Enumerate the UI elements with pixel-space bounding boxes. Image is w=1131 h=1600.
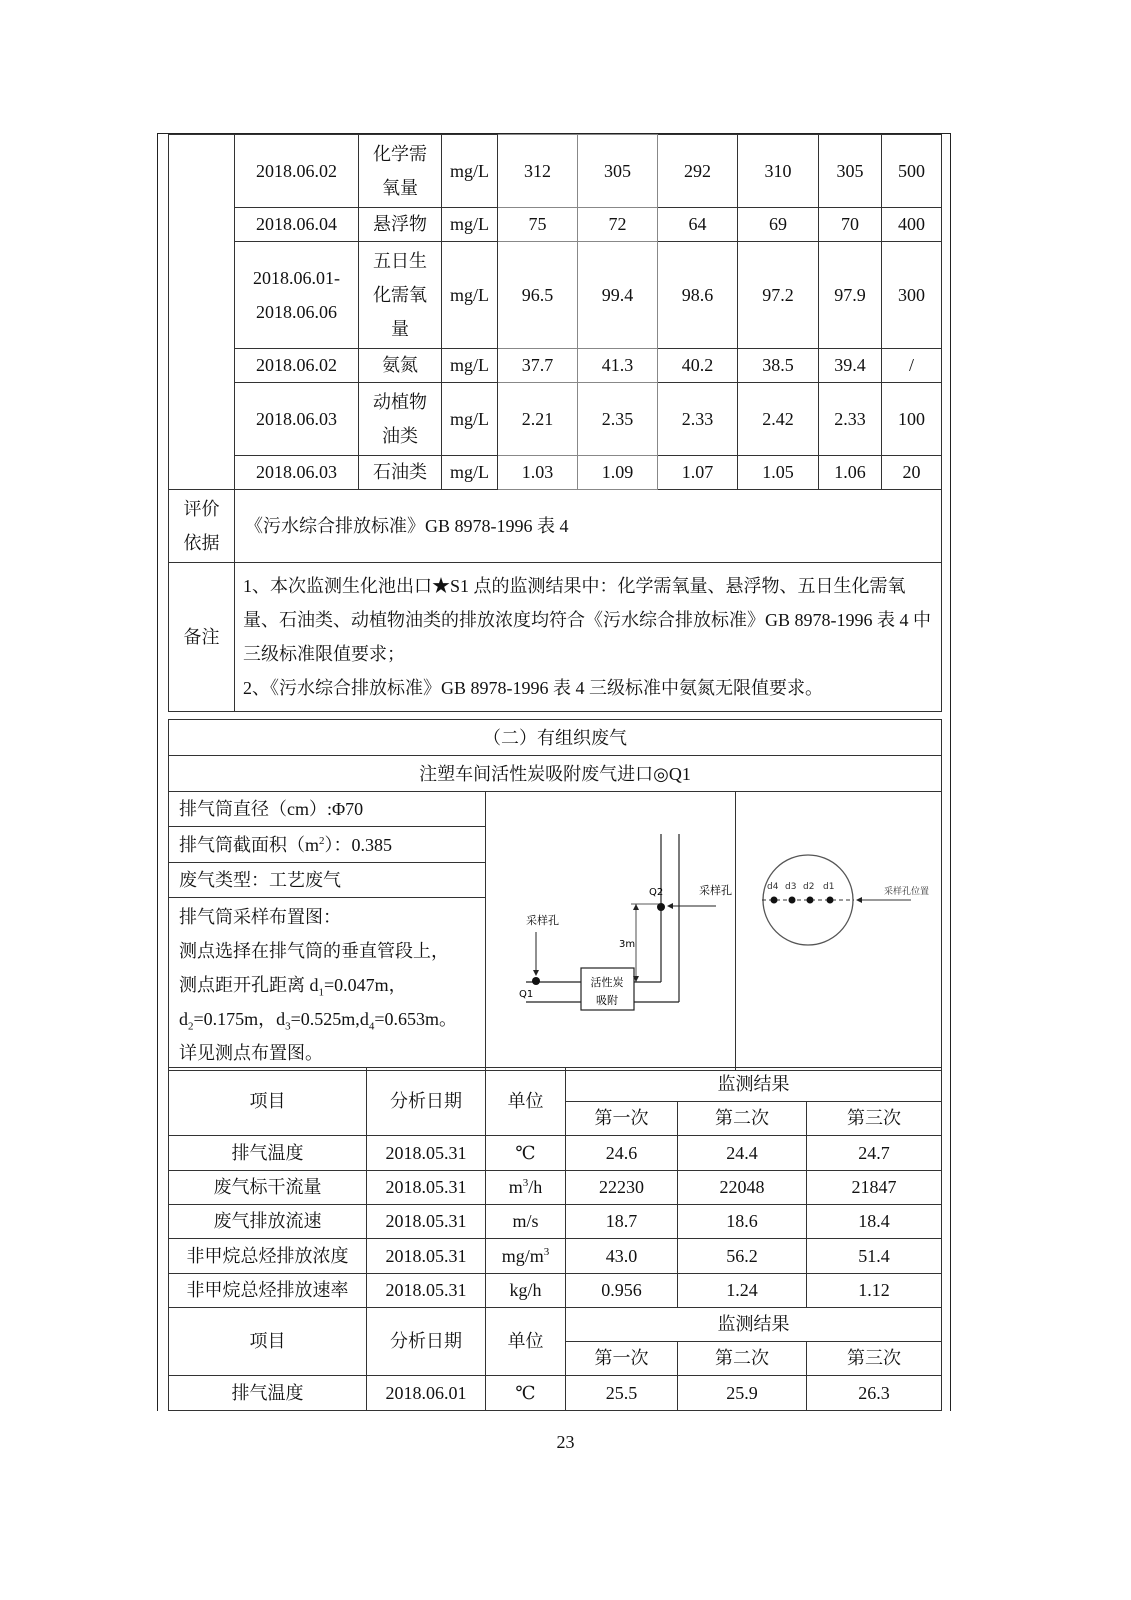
value-cell: 305	[578, 135, 658, 208]
point-d1	[827, 897, 834, 904]
unit-cell: mg/L	[442, 135, 498, 208]
value-cell: 1.03	[498, 456, 578, 490]
value-cell: 1.24	[678, 1274, 807, 1308]
value-cell: 38.5	[738, 349, 819, 383]
point-d2	[807, 897, 814, 904]
sampling-hole-label: 采样孔	[699, 884, 732, 897]
table-row	[169, 208, 942, 242]
item-cell: 氨氮	[359, 349, 442, 383]
box-label: 活性炭	[590, 976, 624, 989]
value-cell: 312	[498, 135, 578, 208]
section-subtitle: 注塑车间活性炭吸附废气进口◎Q1	[169, 756, 942, 792]
header-results: 监测结果	[566, 1308, 942, 1342]
gas-type: 废气类型：工艺废气	[169, 863, 486, 898]
limit-cell: 300	[882, 242, 942, 349]
value-cell: 98.6	[658, 242, 738, 349]
table-row	[169, 1205, 942, 1239]
waste-gas-results-table	[168, 1067, 942, 1411]
date-cell: 2018.06.02	[235, 135, 359, 208]
table-row	[169, 1239, 942, 1274]
arrow-up-icon	[633, 904, 639, 910]
date-cell: 2018.05.31	[367, 1205, 486, 1239]
wastewater-results-table	[168, 134, 942, 712]
section-title: （二）有组织废气	[169, 720, 942, 756]
q1-label: Q1	[519, 989, 534, 1000]
box-label: 吸附	[596, 994, 618, 1007]
value-cell: 18.6	[678, 1205, 807, 1239]
date-cell: 2018.06.02	[235, 349, 359, 383]
unit-cell: mg/L	[442, 383, 498, 456]
table-row	[169, 242, 942, 349]
limit-cell: 500	[882, 135, 942, 208]
value-cell: 24.4	[678, 1136, 807, 1171]
stack-diagram-svg	[486, 792, 736, 1062]
height-label: 3m	[619, 939, 636, 950]
value-cell: 96.5	[498, 242, 578, 349]
header-row	[169, 1308, 942, 1342]
value-cell: 97.9	[819, 242, 882, 349]
value-cell: 2.33	[658, 383, 738, 456]
value-cell: 22230	[566, 1171, 678, 1205]
table-row	[169, 1376, 942, 1411]
basis-text: 《污水综合排放标准》GB 8978-1996 表 4	[235, 490, 942, 563]
limit-cell: 20	[882, 456, 942, 490]
unit-cell: $mg/m^3$	[486, 1239, 566, 1274]
remark-item-2: 2、《污水综合排放标准》GB 8978-1996 表 4 三级标准中氨氮无限值要求。	[243, 678, 823, 698]
table-row	[169, 1274, 942, 1308]
value-cell: 69	[738, 208, 819, 242]
header-results: 监测结果	[566, 1068, 942, 1102]
unit-cell: $m^3/h$	[486, 1171, 566, 1205]
value-cell: 292	[658, 135, 738, 208]
stack-layout-diagram	[486, 792, 736, 1071]
header-unit: 单位	[486, 1308, 566, 1376]
d2-label: d2	[803, 882, 815, 892]
date-cell: 2018.06.03	[235, 456, 359, 490]
table-row	[169, 349, 942, 383]
unit-cell: mg/L	[442, 242, 498, 349]
value-cell: 18.7	[566, 1205, 678, 1239]
hole-position-label: 采样孔位置	[884, 887, 930, 897]
value-cell: 26.3	[807, 1376, 942, 1411]
value-cell: 25.5	[566, 1376, 678, 1411]
waste-gas-info-table	[168, 719, 942, 1071]
value-cell: 51.4	[807, 1239, 942, 1274]
value-cell: 1.06	[819, 456, 882, 490]
value-cell: 1.12	[807, 1274, 942, 1308]
stack-area: 排气筒截面积$(m^2)$：0.385	[169, 827, 486, 863]
remark-item-1: 1、本次监测生化池出口★S1 点的监测结果中：化学需氧量、悬浮物、五日生化需氧量、石油类、动植物油类的排放浓度均符合《污水综合排放标准》GB 8978-1996 表 4 中三级标准限值要求；	[243, 576, 931, 664]
circle-diagram-svg	[736, 792, 942, 1062]
stack-diameter: 排气筒直径（cm）:Φ70	[169, 792, 486, 827]
item-cell: 悬浮物	[359, 208, 442, 242]
d3-label: d3	[785, 882, 797, 892]
value-cell: 41.3	[578, 349, 658, 383]
header-item: 项目	[169, 1068, 367, 1136]
arrow-left-icon	[856, 897, 862, 903]
value-cell: 72	[578, 208, 658, 242]
date-cell: 2018.05.31	[367, 1136, 486, 1171]
header-first: 第一次	[566, 1342, 678, 1376]
value-cell: 1.05	[738, 456, 819, 490]
item-cell: 动植物 油类	[359, 383, 442, 456]
value-cell: 43.0	[566, 1239, 678, 1274]
value-cell: 18.4	[807, 1205, 942, 1239]
unit-cell: mg/L	[442, 456, 498, 490]
item-cell: 石油类	[359, 456, 442, 490]
header-third: 第三次	[807, 1342, 942, 1376]
date-cell: 2018.06.01	[367, 1376, 486, 1411]
unit-cell: mg/L	[442, 349, 498, 383]
item-cell: 五日生 化需氧 量	[359, 242, 442, 349]
layout-line: 测点选择在排气筒的垂直管段上，	[179, 941, 449, 961]
page-number: 23	[556, 1432, 575, 1452]
basis-row	[169, 490, 942, 563]
table-row	[169, 1136, 942, 1171]
sampling-point-diagram	[736, 792, 942, 1071]
date-cell: 2018.06.01- 2018.06.06	[235, 242, 359, 349]
value-cell: 24.6	[566, 1136, 678, 1171]
date-cell: 2018.05.31	[367, 1239, 486, 1274]
date-cell: 2018.05.31	[367, 1274, 486, 1308]
q2-label: Q2	[649, 887, 664, 898]
d4-label: d4	[767, 882, 779, 892]
value-cell: 21847	[807, 1171, 942, 1205]
limit-cell: 100	[882, 383, 942, 456]
value-cell: 305	[819, 135, 882, 208]
q1-point	[532, 977, 540, 985]
value-cell: 70	[819, 208, 882, 242]
remark-row	[169, 563, 942, 712]
sampling-layout-text	[169, 898, 486, 1071]
table-row	[169, 135, 942, 208]
point-d4	[771, 897, 778, 904]
item-cell: 废气排放流速	[169, 1205, 367, 1239]
limit-cell: /	[882, 349, 942, 383]
merged-blank-cell	[169, 135, 235, 490]
value-cell: 2.33	[819, 383, 882, 456]
date-cell: 2018.05.31	[367, 1171, 486, 1205]
table-row	[169, 1171, 942, 1205]
value-cell: 2.42	[738, 383, 819, 456]
value-cell: 0.956	[566, 1274, 678, 1308]
value-cell: 37.7	[498, 349, 578, 383]
value-cell: 24.7	[807, 1136, 942, 1171]
layout-line: 测点距开孔距离 $d_1=0.047m$，	[179, 975, 407, 999]
limit-cell: 400	[882, 208, 942, 242]
value-cell: 75	[498, 208, 578, 242]
value-cell: 64	[658, 208, 738, 242]
value-cell: 22048	[678, 1171, 807, 1205]
item-cell: 非甲烷总烃排放速率	[169, 1274, 367, 1308]
arrow-down-icon	[533, 970, 539, 976]
date-cell: 2018.06.03	[235, 383, 359, 456]
item-cell: 排气温度	[169, 1136, 367, 1171]
unit-cell: ℃	[486, 1376, 566, 1411]
layout-title: 排气筒采样布置图：	[179, 907, 341, 927]
header-second: 第二次	[678, 1102, 807, 1136]
section-title-row	[169, 720, 942, 756]
header-date: 分析日期	[367, 1308, 486, 1376]
subtitle-row	[169, 756, 942, 792]
sampling-hole-label: 采样孔	[526, 914, 559, 927]
d1-label: d1	[823, 882, 835, 892]
item-cell: 废气标干流量	[169, 1171, 367, 1205]
header-second: 第二次	[678, 1342, 807, 1376]
value-cell: 25.9	[678, 1376, 807, 1411]
value-cell: 99.4	[578, 242, 658, 349]
value-cell: 40.2	[658, 349, 738, 383]
item-cell: 非甲烷总烃排放浓度	[169, 1239, 367, 1274]
layout-line: 详见测点布置图。	[179, 1043, 323, 1063]
date-cell: 2018.06.04	[235, 208, 359, 242]
table-row	[169, 456, 942, 490]
header-date: 分析日期	[367, 1068, 486, 1136]
layout-line: $d_2=0.175m$，$d_3=0.525m,d_4=0.653m$。	[179, 1009, 457, 1033]
header-item: 项目	[169, 1308, 367, 1376]
value-cell: 1.09	[578, 456, 658, 490]
value-cell: 97.2	[738, 242, 819, 349]
header-third: 第三次	[807, 1102, 942, 1136]
unit-cell: ℃	[486, 1136, 566, 1171]
value-cell: 1.07	[658, 456, 738, 490]
value-cell: 39.4	[819, 349, 882, 383]
header-row	[169, 1068, 942, 1102]
unit-cell: mg/L	[442, 208, 498, 242]
item-cell: 化学需 氧量	[359, 135, 442, 208]
header-unit: 单位	[486, 1068, 566, 1136]
value-cell: 310	[738, 135, 819, 208]
value-cell: 2.35	[578, 383, 658, 456]
remark-text	[235, 563, 942, 712]
point-d3	[789, 897, 796, 904]
value-cell: 2.21	[498, 383, 578, 456]
table-row	[169, 383, 942, 456]
unit-cell: kg/h	[486, 1274, 566, 1308]
remark-label: 备注	[169, 563, 235, 712]
header-first: 第一次	[566, 1102, 678, 1136]
value-cell: 56.2	[678, 1239, 807, 1274]
basis-label: 评价 依据	[169, 490, 235, 563]
unit-cell: m/s	[486, 1205, 566, 1239]
arrow-left-icon	[667, 903, 673, 909]
item-cell: 排气温度	[169, 1376, 367, 1411]
